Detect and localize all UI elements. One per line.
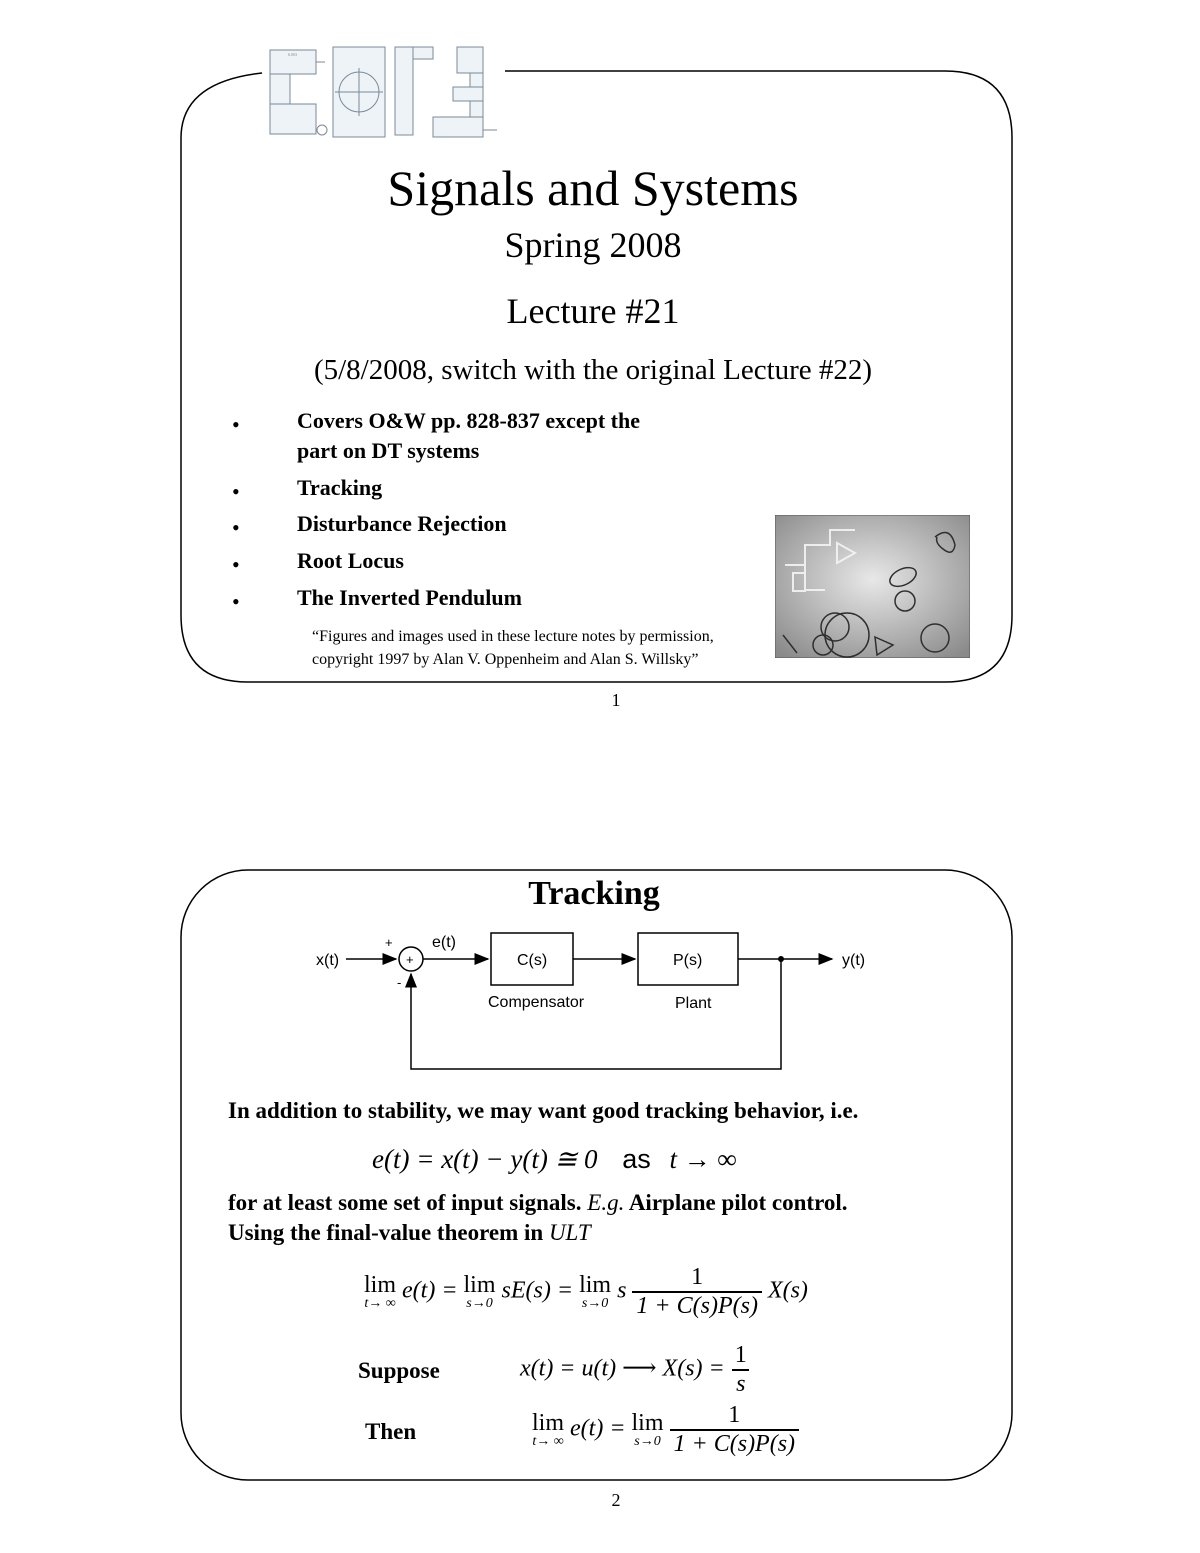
then-lim-2: lim <box>631 1410 664 1436</box>
input-label: x(t) <box>316 952 340 969</box>
suppose-numerator: 1 <box>734 1342 747 1368</box>
bullet-text: The Inverted Pendulum <box>297 585 522 610</box>
feedback-block-diagram <box>300 925 890 1075</box>
bullet-text: Covers O&W pp. 828-837 except the <box>297 408 640 433</box>
input-signals-text-main: for at least some set of input signals. <box>228 1190 582 1215</box>
fv-X-term: X(s) <box>767 1277 808 1304</box>
bullet-dot: • <box>232 589 240 614</box>
then-denominator: 1 + C(s)P(s) <box>670 1429 800 1458</box>
fv-e-term: e(t) = <box>402 1277 458 1304</box>
then-lim-1-sub: t→ ∞ <box>532 1434 564 1449</box>
lim-2-sub: s→0 <box>466 1296 493 1311</box>
bullet-text-cont: part on DT systems <box>297 438 480 463</box>
error-label: e(t) <box>432 934 456 951</box>
ult-text: ULT <box>548 1220 591 1245</box>
sum-symbol: + <box>406 952 414 967</box>
plant-block-label: P(s) <box>673 952 703 969</box>
suppose-equation <box>520 1342 751 1398</box>
slide1-note: (5/8/2008, switch with the original Lecture #22) <box>313 354 873 386</box>
fv-numerator: 1 <box>691 1264 704 1290</box>
bullet-dot: • <box>232 552 240 577</box>
tracking-condition-equation <box>372 1144 737 1175</box>
bullet-dot: • <box>232 479 240 504</box>
tracking-intro-text: In addition to stability, we may want good tracking behavior, i.e. <box>228 1098 859 1123</box>
suppose-denominator: s <box>732 1369 749 1398</box>
equation-error-expression: e(t) = x(t) − y(t) ≅ 0 <box>372 1144 598 1174</box>
final-value-text <box>228 1220 591 1246</box>
compensator-label: Compensator <box>488 994 585 1011</box>
lim-3: lim <box>579 1272 612 1298</box>
copyright-line-1: “Figures and images used in these lecture notes by permission, <box>312 628 714 645</box>
then-label: Then <box>365 1419 417 1444</box>
signals-collage-image <box>775 515 970 658</box>
then-e-term: e(t) = <box>570 1415 626 1442</box>
plant-label: Plant <box>675 995 712 1012</box>
equation-limit: t → ∞ <box>669 1144 737 1174</box>
final-value-text-main: Using the final-value theorem in <box>228 1220 544 1245</box>
input-signals-text <box>228 1190 848 1216</box>
bullet-dot: • <box>232 412 240 437</box>
fv-sE-term: sE(s) = <box>501 1277 574 1304</box>
then-lim-2-sub: s→0 <box>634 1434 661 1449</box>
fv-denominator: 1 + C(s)P(s) <box>632 1291 762 1320</box>
then-lim-1: lim <box>532 1410 565 1436</box>
eg-text: E.g. <box>587 1190 625 1215</box>
slide1-title: Signals and Systems <box>387 160 799 216</box>
course-logo <box>265 42 505 142</box>
slide1-lecture: Lecture #21 <box>506 291 680 331</box>
output-label: y(t) <box>842 952 866 969</box>
lim-1-sub: t→ ∞ <box>364 1296 396 1311</box>
bullet-text: Tracking <box>297 475 383 500</box>
lim-2: lim <box>463 1272 496 1298</box>
input-signals-text-tail: Airplane pilot control. <box>628 1190 848 1215</box>
compensator-block-label: C(s) <box>517 952 548 969</box>
equation-as: as <box>622 1144 651 1174</box>
slide2-title: Tracking <box>528 875 660 912</box>
bullet-text: Disturbance Rejection <box>297 511 507 536</box>
then-numerator: 1 <box>728 1402 741 1428</box>
suppose-label: Suppose <box>358 1358 440 1383</box>
plus-sign: + <box>385 935 393 950</box>
page-number-2: 2 <box>611 1490 621 1510</box>
page-number-1: 1 <box>611 690 621 710</box>
bullet-dot: • <box>232 515 240 540</box>
final-value-equation <box>364 1264 808 1320</box>
lim-1: lim <box>364 1272 397 1298</box>
suppose-expression: x(t) = u(t) ⟶ X(s) = <box>520 1355 725 1382</box>
copyright-line-2: copyright 1997 by Alan V. Oppenheim and Alan S. Willsky” <box>312 651 699 668</box>
lim-3-sub: s→0 <box>581 1296 609 1311</box>
slide1-term: Spring 2008 <box>504 225 682 265</box>
bullet-text: Root Locus <box>297 548 404 573</box>
then-equation <box>532 1402 799 1458</box>
logo-text: 6.003 <box>288 52 297 57</box>
minus-sign: - <box>397 975 402 990</box>
fv-s-term: s <box>617 1277 627 1304</box>
